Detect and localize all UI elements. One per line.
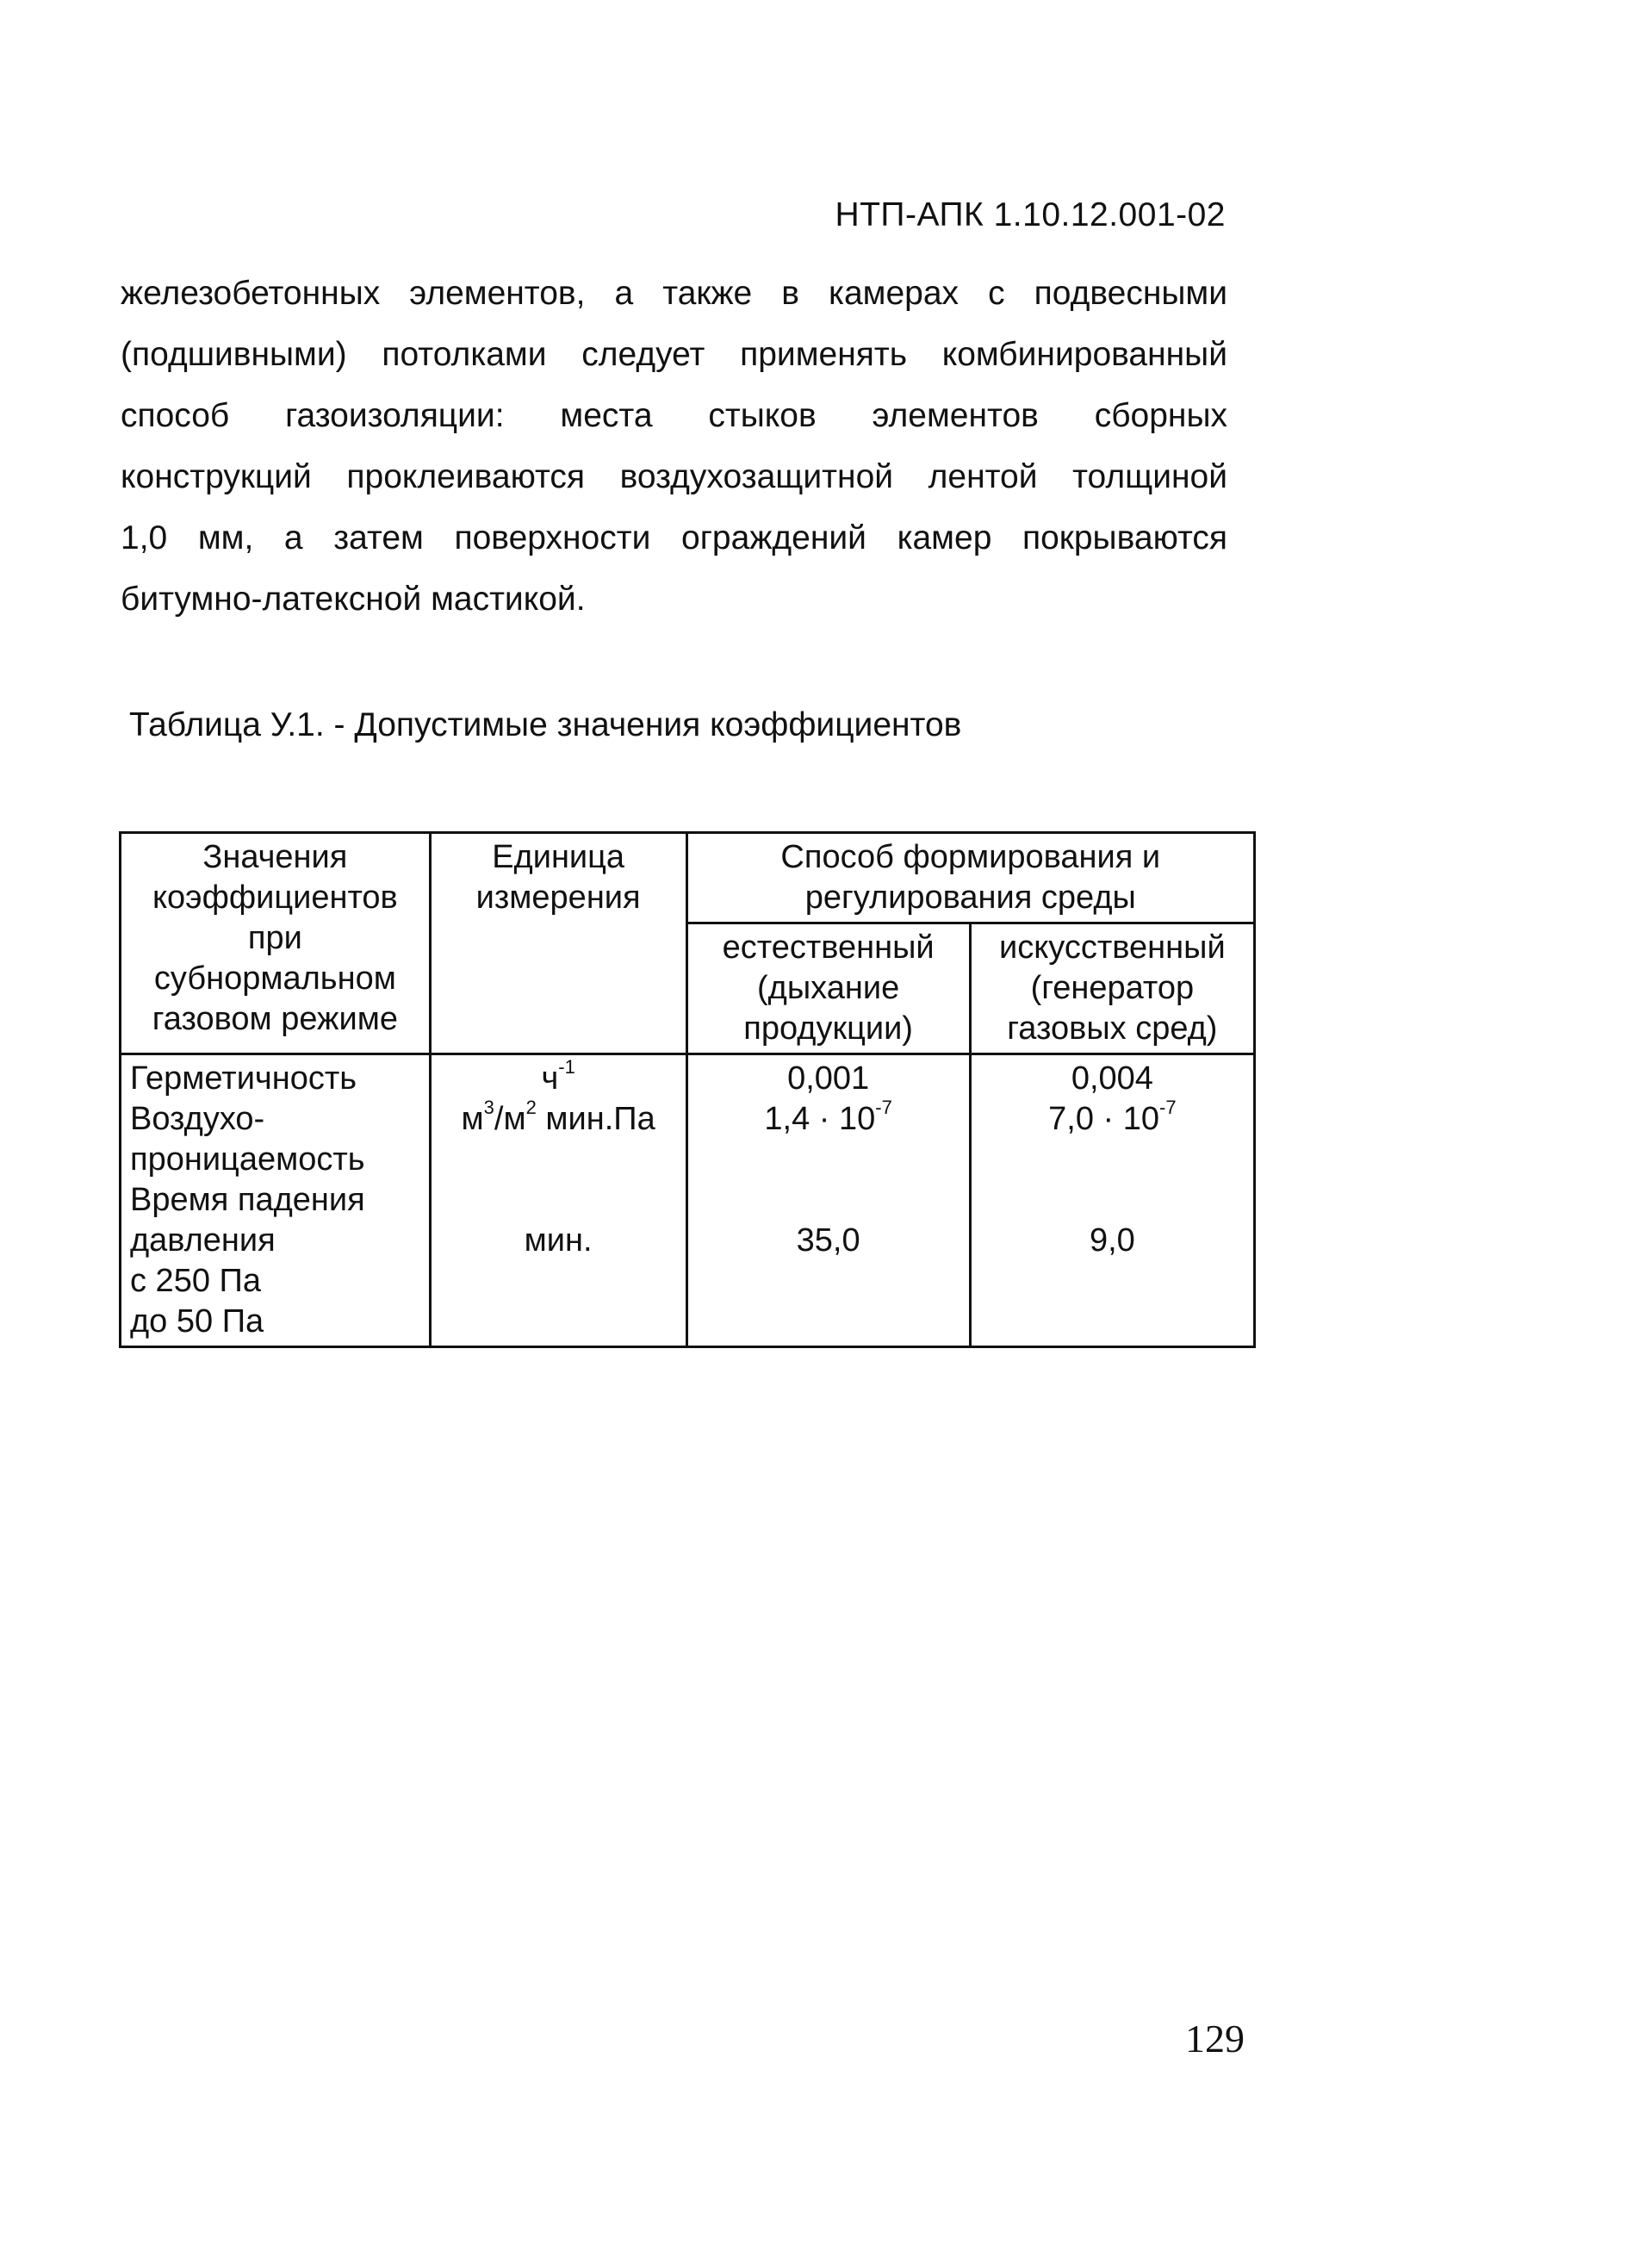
coefficient-names-cell <box>121 1054 431 1347</box>
paragraph-line: способ газоизоляции: места стыков элементов сборных <box>121 397 1227 434</box>
header-line: измерения <box>475 880 641 916</box>
unit-text: ч <box>541 1060 559 1097</box>
value-exponent: -7 <box>875 1097 892 1119</box>
header-line: (дыхание <box>757 970 900 1006</box>
unit-exponent: -1 <box>558 1056 575 1078</box>
header-line: Единица <box>492 839 625 875</box>
value-pressure-drop-time: 35,0 <box>796 1222 860 1259</box>
page-number: 129 <box>1185 2017 1245 2061</box>
header-method <box>686 833 1254 923</box>
unit-per-hour <box>440 1056 677 1099</box>
header-artificial <box>970 923 1254 1054</box>
document-code: НТП-АПК 1.10.12.001-02 <box>835 196 1226 233</box>
value-text: 1,4 · 10 <box>764 1101 876 1137</box>
spacer <box>440 1140 677 1221</box>
unit-text: мин.Па <box>536 1101 655 1137</box>
header-line: Способ формирования и <box>780 839 1161 875</box>
value-pressure-drop-time: 9,0 <box>1089 1222 1135 1259</box>
unit-permeability <box>440 1099 677 1140</box>
unit-exponent: 2 <box>525 1097 537 1119</box>
header-coefficient-values <box>121 833 431 1054</box>
value-text: 7,0 · 10 <box>1048 1101 1160 1137</box>
paragraph-line: 1,0 мм, а затем поверхности ограждений камер покрываются <box>121 519 1227 556</box>
unit-text: /м <box>494 1101 526 1137</box>
paragraph-line: конструкций проклеиваются воздухозащитной лентой толщиной <box>121 458 1227 495</box>
value-tightness: 0,001 <box>787 1060 870 1097</box>
header-line: при <box>247 920 302 956</box>
paragraph-line: (подшивными) потолками следует применять комбинированный <box>121 336 1227 373</box>
header-line: естественный <box>722 929 935 966</box>
table-header-row <box>121 833 1255 923</box>
header-line: Значения <box>202 839 348 875</box>
spacer <box>697 1140 960 1221</box>
value-tightness: 0,004 <box>1071 1060 1153 1097</box>
header-line: газовом режиме <box>152 1001 398 1037</box>
units-cell <box>430 1054 686 1347</box>
spacer <box>980 1140 1245 1221</box>
paragraph-line: железобетонных элементов, а также в камерах с подвесными <box>121 275 1227 312</box>
value-permeability <box>697 1099 960 1140</box>
coefficients-table <box>119 831 1256 1348</box>
paragraph-line: битумно-латексной мастикой. <box>121 581 586 618</box>
value-permeability <box>980 1099 1245 1140</box>
header-line: продукции) <box>743 1010 913 1047</box>
header-line: газовых сред) <box>1007 1010 1218 1047</box>
header-unit <box>430 833 686 1054</box>
natural-values-cell <box>686 1054 970 1347</box>
value-exponent: -7 <box>1159 1097 1177 1119</box>
header-line: искусственный <box>999 929 1226 966</box>
coefficient-name: проницаемость <box>130 1141 365 1178</box>
unit-exponent: 3 <box>483 1097 494 1119</box>
coefficient-name: до 50 Па <box>130 1303 264 1340</box>
header-line: (генератор <box>1030 970 1195 1006</box>
header-natural <box>686 923 970 1054</box>
table-row <box>121 1054 1255 1347</box>
coefficient-name: с 250 Па <box>130 1263 261 1299</box>
header-line: субнормальном <box>153 960 396 997</box>
coefficient-name: давления <box>130 1222 276 1259</box>
body-paragraph <box>121 263 1227 630</box>
coefficient-name: Герметичность <box>130 1060 357 1097</box>
artificial-values-cell <box>970 1054 1254 1347</box>
unit-minutes: мин. <box>524 1222 593 1259</box>
header-line: регулирования среды <box>804 880 1136 916</box>
header-line: коэффициентов <box>152 880 398 916</box>
coefficient-name: Воздухо- <box>130 1101 265 1137</box>
table-caption: Таблица У.1. - Допустимые значения коэффициентов <box>129 706 962 743</box>
unit-text: м <box>461 1101 484 1137</box>
coefficient-name: Время падения <box>130 1182 365 1218</box>
